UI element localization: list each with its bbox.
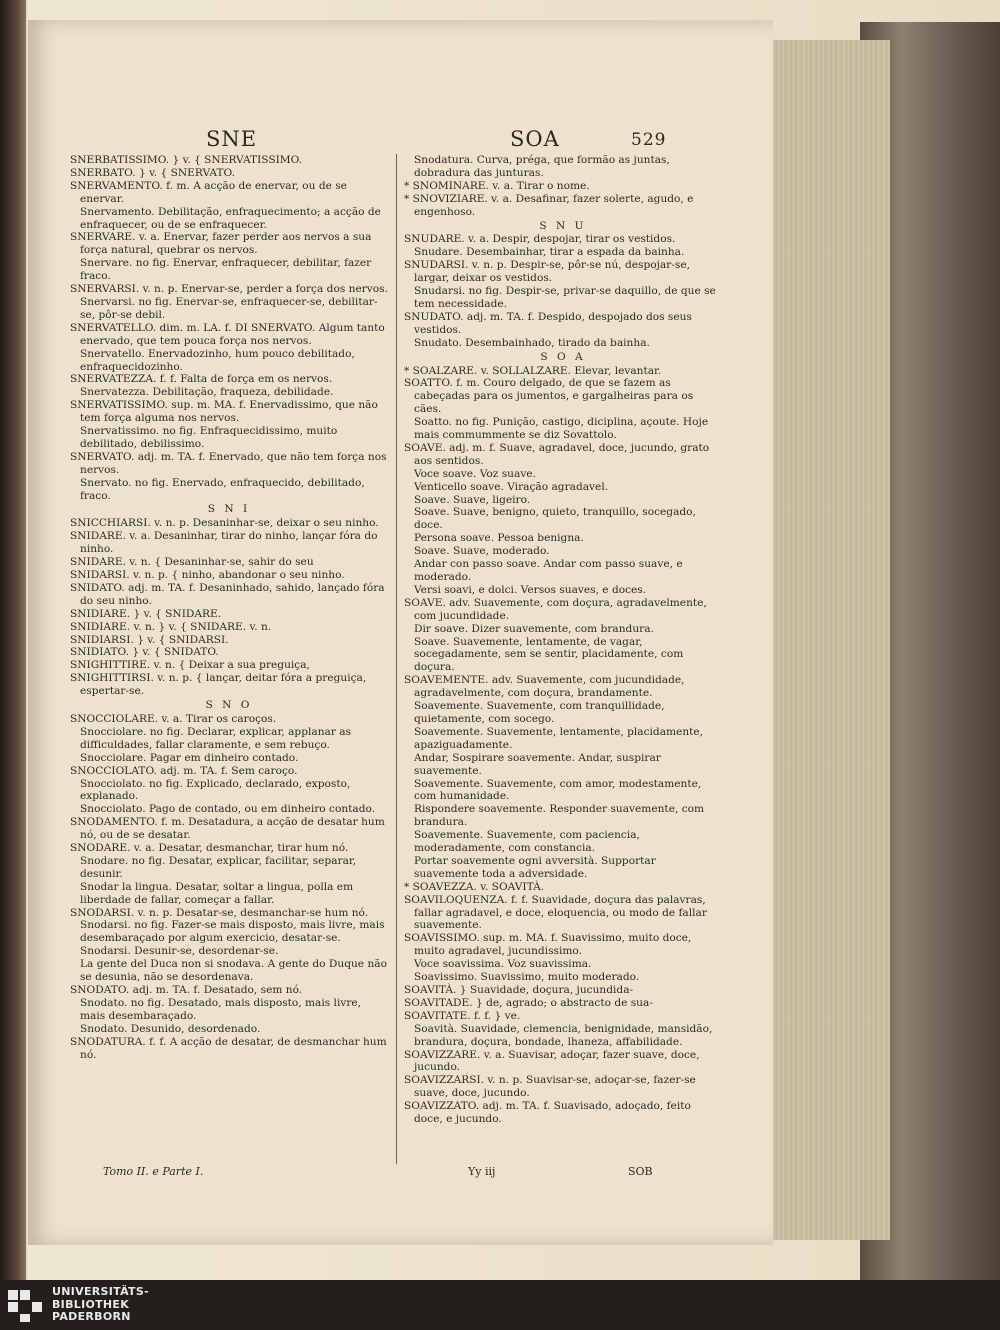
dictionary-entry: * SOAVEZZA. v. SOAVITÀ. bbox=[404, 880, 545, 893]
section-heading: S N O bbox=[205, 699, 253, 712]
entry-sense: Soavemente. Suavemente, com tranquillidade, quietamente, com socego. bbox=[414, 700, 665, 725]
library-name-line3: PADERBORN bbox=[52, 1310, 131, 1323]
entry-sense: Voce soave. Voz suave. bbox=[414, 467, 536, 480]
dictionary-entry: SNICCHIARSI. v. n. p. Desaninhar-se, deixar o seu ninho. bbox=[70, 517, 379, 530]
book-spine bbox=[0, 0, 26, 1280]
entry-sense: Snervamento. Debilitação, enfraquecimento; a acção de enfraquecer, ou de se enfraquecer. bbox=[80, 205, 381, 231]
dictionary-entry: SOATTO. f. m. Couro delgado, de que se fazem as cabeçadas para os jumentos, e gargalheiras para os cães. bbox=[404, 377, 694, 416]
dictionary-entry: SNERVATELLO. dim. m. LA. f. DI SNERVATO. Algum tanto enervado, que tem pouca força nos nervos. bbox=[70, 321, 385, 347]
entry-sense: Snudarsi. no fig. Despir-se, privar-se daquillo, de que se tem necessidade. bbox=[414, 285, 716, 310]
library-banner bbox=[0, 1280, 1000, 1330]
dictionary-page bbox=[28, 20, 773, 1245]
dictionary-entry: SNERVAMENTO. f. m. A acção de enervar, ou de se enervar. bbox=[70, 179, 347, 205]
dictionary-entry: * SNOVIZIARE. v. a. Desafinar, fazer solerte, agudo, e engenhoso. bbox=[404, 192, 694, 218]
entry-sense: La gente del Duca non si snodava. A gente do Duque não se desunia, não se desordenava. bbox=[80, 958, 387, 984]
left-column bbox=[70, 154, 388, 1061]
entry-sense: Snocciolato. no fig. Explicado, declarado, exposto, explanado. bbox=[80, 777, 351, 803]
entry-sense: Snodarsi. Desunir-se, desordenar-se. bbox=[80, 945, 279, 958]
entry-sense: Voce soavissima. Voz suavissima. bbox=[414, 958, 592, 971]
dictionary-entry: SNODATO. adj. m. TA. f. Desatado, sem nó. bbox=[70, 984, 303, 996]
dictionary-entry: SOAVITADE. } de, agrado; o abstracto de sua- bbox=[404, 996, 653, 1009]
entry-sense: Soave. Suave, ligeiro. bbox=[414, 493, 531, 506]
dictionary-entry: SNERVARE. v. a. Enervar, fazer perder aos nervos a sua força natural, quebrar os nervos. bbox=[70, 231, 372, 257]
entry-sense: Soavemente. Suavemente, com paciencia, moderadamente, com constancia. bbox=[414, 829, 640, 855]
entry-sense: Snudare. Desembainhar, tirar a espada da bainha. bbox=[414, 246, 685, 259]
entry-sense: Snocciolato. Pago de contado, ou em dinheiro contado. bbox=[80, 803, 376, 816]
dictionary-entry: SOAVIZZATO. adj. m. TA. f. Suavisado, adoçado, feito doce, e jucundo. bbox=[404, 1100, 691, 1126]
dictionary-entry: SOAVIZZARE. v. a. Suavisar, adoçar, fazer suave, doce, jucundo. bbox=[404, 1048, 700, 1074]
dictionary-entry: SOAVE. adj. m. f. Suave, agradavel, doce, jucundo, grato aos sentidos. bbox=[404, 441, 710, 467]
entry-sense: Snodato. no fig. Desatado, mais disposto, mais livre, mais desembaraçado. bbox=[80, 996, 362, 1022]
dictionary-entry: SNERVARSI. v. n. p. Enervar-se, perder a força dos nervos. bbox=[70, 283, 388, 296]
entry-sense: Soave. Suavemente, lentamente, de vagar, socegadamente, sem se sentir, placidamente, com doçura. bbox=[414, 635, 684, 674]
dictionary-entry: SOAVITÀ. } Suavidade, doçura, jucundida- bbox=[404, 984, 634, 996]
section-heading: S N I bbox=[207, 503, 251, 516]
entry-sense: Snervarsi. no fig. Enervar-se, enfraquecer-se, debilitar-se, pôr-se debil. bbox=[80, 295, 378, 321]
dictionary-entry: SNIDATO. adj. m. TA. f. Desaninhado, sahido, lançado fóra do seu ninho. bbox=[70, 581, 385, 607]
dictionary-entry: SNOCCIOLARE. v. a. Tirar os caroços. bbox=[70, 712, 277, 725]
entry-sense: Andar con passo soave. Andar com passo suave, e moderado. bbox=[414, 558, 683, 583]
dictionary-entry: SNIGHITTIRSI. v. n. p. { lançar, deitar fóra a preguiça, espertar-se. bbox=[70, 672, 367, 698]
column-divider bbox=[396, 154, 397, 1164]
entry-sense: Soave. Suave, benigno, quieto, tranquillo, socegado, doce. bbox=[414, 506, 696, 532]
entry-sense: Soavità. Suavidade, clemencia, benignidade, mansidão, brandura, doçura, bondade, lhaneza, affabilidade. bbox=[414, 1022, 713, 1048]
entry-sense: Snodato. Desunido, desordenado. bbox=[80, 1022, 261, 1035]
entry-sense: Andar, Sospirare soavemente. Andar, suspirar suavemente. bbox=[414, 751, 661, 777]
entry-sense: Snodare. no fig. Desatar, explicar, facilitar, separar, desunir. bbox=[80, 854, 357, 880]
dictionary-entry: SNERBATO. } v. { SNERVATO. bbox=[70, 166, 235, 179]
entry-sense: Snocciolare. no fig. Declarar, explicar, applanar as difficuldades, fallar claramente, e sem rebuço. bbox=[80, 725, 352, 751]
dictionary-entry: SOAVITATE. f. f. } ve. bbox=[404, 1009, 521, 1022]
dictionary-entry: SNIDIARE. } v. { SNIDARE. bbox=[70, 607, 222, 620]
dictionary-entry: SNIGHITTIRE. v. n. { Deixar a sua preguiça, bbox=[70, 659, 310, 672]
dictionary-entry: SOAVEMENTE. adv. Suavemente, com jucundidade, agradavelmente, com doçura, brandamente. bbox=[404, 674, 685, 700]
entry-sense: Soatto. no fig. Punição, castigo, diciplina, açoute. Hoje mais commummente se diz Sovattolo. bbox=[414, 416, 709, 442]
entry-sense: Snocciolare. Pagar em dinheiro contado. bbox=[80, 751, 299, 764]
header-left: SNE bbox=[206, 127, 258, 151]
entry-sense: Portar soavemente ogni avversità. Supportar suavemente toda a adversidade. bbox=[414, 854, 656, 880]
section-heading: S O A bbox=[540, 350, 586, 363]
dictionary-entry: * SNOMINARE. v. a. Tirar o nome. bbox=[404, 179, 590, 192]
entry-sense: Snervare. no fig. Enervar, enfraquecer, debilitar, fazer fraco. bbox=[80, 257, 372, 283]
dictionary-entry: SNIDIARE. v. n. } v. { SNIDARE. v. n. bbox=[70, 620, 272, 633]
dictionary-entry: SNIDARSI. v. n. p. { ninho, abandonar o seu ninho. bbox=[70, 569, 345, 581]
page-block-edge bbox=[765, 40, 890, 1240]
entry-sense: Snudato. Desembainhado, tirado da bainha. bbox=[414, 336, 650, 349]
library-name-line2: BIBLIOTHEK bbox=[52, 1297, 130, 1311]
page-number: 529 bbox=[631, 130, 667, 150]
entry-sense: Snervatezza. Debilitação, fraqueza, debilidade. bbox=[80, 386, 334, 399]
entry-sense: Snodarsi. no fig. Fazer-se mais disposto, mais livre, mais desembaraçado por algum exercicio, desatar-se. bbox=[80, 919, 385, 945]
entry-sense: Rispondere soavemente. Responder suavemente, com brandura. bbox=[414, 803, 705, 829]
footer-volume: Tomo II. e Parte I. bbox=[103, 1165, 204, 1178]
dictionary-entry: SNOCCIOLATO. adj. m. TA. f. Sem caroço. bbox=[70, 764, 298, 777]
header-center: SOA bbox=[510, 127, 560, 151]
dictionary-entry: SNERBATISSIMO. } v. { SNERVATISSIMO. bbox=[70, 154, 303, 166]
entry-sense: Persona soave. Pessoa benigna. bbox=[414, 532, 584, 545]
dictionary-entry: SNERVATEZZA. f. f. Falta de força em os nervos. bbox=[70, 373, 333, 386]
dictionary-entry: SOAVISSIMO. sup. m. MA. f. Suavissimo, muito doce, muito agradavel, jucundissimo. bbox=[404, 932, 692, 958]
dictionary-entry: SOAVILOQUENZA. f. f. Suavidade, doçura das palavras, fallar agradavel, e doce, eloquencia, ou modo de fallar suavemente. bbox=[404, 893, 707, 932]
entry-sense: Soave. Suave, moderado. bbox=[414, 545, 550, 558]
library-logo-icon bbox=[6, 1288, 46, 1324]
dictionary-entry: SNUDATO. adj. m. TA. f. Despido, despojado dos seus vestidos. bbox=[404, 310, 692, 336]
library-name bbox=[52, 1286, 149, 1324]
section-heading: S N U bbox=[539, 219, 587, 232]
right-column bbox=[404, 154, 722, 1126]
entry-sense: Dir soave. Dizer suavemente, com brandura. bbox=[414, 622, 654, 635]
entry-sense: Snodar la lingua. Desatar, soltar a lingua, polla em liberdade de fallar, começar a fallar. bbox=[80, 880, 354, 906]
dictionary-entry: SNIDARE. v. n. { Desaninhar-se, sahir do seu bbox=[70, 556, 314, 569]
entry-sense: Venticello soave. Viração agradavel. bbox=[414, 480, 609, 493]
dictionary-entry: SNERVATO. adj. m. TA. f. Enervado, que não tem força nos nervos. bbox=[70, 450, 387, 476]
dictionary-entry: SOAVE. adv. Suavemente, com doçura, agradavelmente, com jucundidade. bbox=[404, 596, 707, 622]
footer-signature: Yy iij bbox=[468, 1165, 496, 1178]
entry-sense: Snervatissimo. no fig. Enfraquecidissimo, muito debilitado, debilissimo. bbox=[80, 425, 338, 450]
entry-sense: Soavemente. Suavemente, com amor, modestamente, com humanidade. bbox=[414, 777, 702, 803]
entry-sense: Versi soavi, e dolci. Versos suaves, e doces. bbox=[414, 583, 647, 596]
dictionary-entry: SNODARSI. v. n. p. Desatar-se, desmanchar-se hum nó. bbox=[70, 906, 369, 919]
entry-sense: Snervato. no fig. Enervado, enfraquecido, debilitado, fraco. bbox=[80, 476, 365, 502]
dictionary-entry: * SOALZARE. v. SOLLALZARE. Elevar, levantar. bbox=[404, 364, 662, 377]
dictionary-entry: SNUDARSI. v. n. p. Despir-se, pôr-se nú, despojar-se, largar, deixar os vestidos. bbox=[404, 259, 690, 285]
dictionary-entry: SOAVIZZARSI. v. n. p. Suavisar-se, adoçar-se, fazer-se suave, doce, jucundo. bbox=[404, 1074, 696, 1100]
dictionary-entry: SNIDARE. v. a. Desaninhar, tirar do ninho, lançar fóra do ninho. bbox=[70, 530, 378, 556]
entry-sense: Snodatura. Curva, préga, que formão as juntas, dobradura das junturas. bbox=[414, 154, 670, 179]
dictionary-entry: SNODATURA. f. f. A acção de desatar, de desmanchar hum nó. bbox=[70, 1035, 387, 1061]
entry-sense: Snervatello. Enervadozinho, hum pouco debilitado, enfraquecidozinho. bbox=[80, 347, 355, 373]
entry-sense: Soavemente. Suavemente, lentamente, placidamente, apaziguadamente. bbox=[414, 725, 704, 751]
dictionary-entry: SNIDIATO. } v. { SNIDATO. bbox=[70, 646, 219, 659]
dictionary-entry: SNERVATISSIMO. sup. m. MA. f. Enervadissimo, que não tem força alguma nos nervos. bbox=[70, 399, 378, 425]
footer-catchword: SOB bbox=[628, 1165, 653, 1178]
dictionary-entry: SNIDIARSI. } v. { SNIDARSI. bbox=[70, 633, 229, 646]
dictionary-entry: SNUDARE. v. a. Despir, despojar, tirar os vestidos. bbox=[404, 233, 676, 246]
dictionary-entry: SNODARE. v. a. Desatar, desmanchar, tirar hum nó. bbox=[70, 842, 349, 855]
entry-sense: Soavissimo. Suavissimo, muito moderado. bbox=[414, 971, 640, 984]
dictionary-entry: SNODAMENTO. f. m. Desatadura, a acção de desatar hum nó, ou de se desatar. bbox=[70, 816, 385, 842]
library-name-line1: UNIVERSITÄTS- bbox=[52, 1285, 149, 1298]
